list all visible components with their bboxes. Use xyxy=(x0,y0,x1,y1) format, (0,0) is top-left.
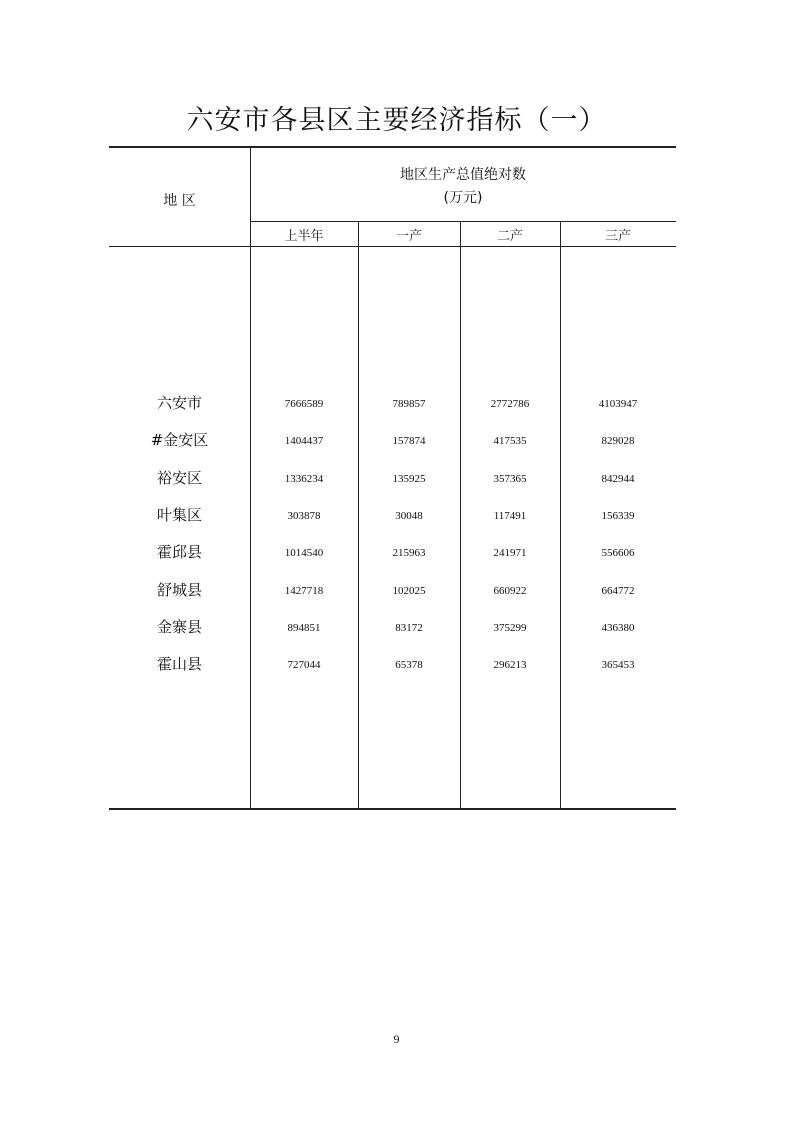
cell-first-half: 7666589 xyxy=(284,398,324,410)
cell-tertiary: 156339 xyxy=(601,510,635,522)
cell-primary: 102025 xyxy=(392,585,426,597)
table-bottom-border xyxy=(109,808,676,810)
cell-secondary: 241971 xyxy=(493,547,527,559)
cell-tertiary: 365453 xyxy=(601,659,635,671)
cell-tertiary: 436380 xyxy=(601,622,635,634)
cell-secondary: 296213 xyxy=(493,659,527,671)
cell-first-half: 1404437 xyxy=(284,435,324,447)
cell-primary: 135925 xyxy=(392,473,426,485)
column-header-secondary: 二产 xyxy=(496,229,523,244)
row-region: 金寨县 xyxy=(156,618,202,636)
unit-header: (万元) xyxy=(443,190,483,206)
cell-secondary: 417535 xyxy=(493,435,527,447)
cell-secondary: 357365 xyxy=(493,473,527,485)
column-header-first-half: 上半年 xyxy=(284,229,324,244)
row-region: 舒城县 xyxy=(156,581,202,599)
cell-secondary: 117491 xyxy=(493,510,527,522)
cell-primary: 65378 xyxy=(395,659,423,671)
table-top-border xyxy=(109,146,676,148)
page-number: 9 xyxy=(393,1032,400,1046)
row-region: #金安区 xyxy=(150,431,209,449)
cell-first-half: 1336234 xyxy=(284,473,324,485)
row-region: 叶集区 xyxy=(156,506,202,524)
row-region: 六安市 xyxy=(156,394,202,412)
header-subdivider xyxy=(250,221,676,222)
row-region: 霍山县 xyxy=(156,655,202,673)
row-region: 裕安区 xyxy=(156,469,202,487)
cell-tertiary: 664772 xyxy=(601,585,635,597)
economic-indicators-table xyxy=(109,146,676,810)
cell-primary: 215963 xyxy=(392,547,426,559)
column-header-tertiary: 三产 xyxy=(604,229,631,244)
cell-first-half: 1014540 xyxy=(284,547,324,559)
cell-tertiary: 556606 xyxy=(601,547,635,559)
cell-first-half: 894851 xyxy=(287,622,321,634)
page-title: 六安市各县区主要经济指标（一） xyxy=(186,105,607,136)
cell-first-half: 1427718 xyxy=(284,585,324,597)
cell-secondary: 2772786 xyxy=(490,398,530,410)
cell-tertiary: 829028 xyxy=(601,435,635,447)
gdp-header: 地区生产总值绝对数 xyxy=(400,167,526,183)
cell-primary: 157874 xyxy=(392,435,426,447)
cell-primary: 30048 xyxy=(395,510,423,522)
cell-first-half: 303878 xyxy=(287,510,321,522)
cell-tertiary: 4103947 xyxy=(598,398,638,410)
cell-primary: 83172 xyxy=(395,622,423,634)
cell-primary: 789857 xyxy=(392,398,426,410)
cell-secondary: 660922 xyxy=(493,585,527,597)
row-region: 霍邱县 xyxy=(156,543,202,561)
column-header-primary: 一产 xyxy=(395,229,422,244)
cell-first-half: 727044 xyxy=(287,659,321,671)
region-header: 地 区 xyxy=(163,193,196,209)
cell-tertiary: 842944 xyxy=(601,473,635,485)
cell-secondary: 375299 xyxy=(493,622,527,634)
